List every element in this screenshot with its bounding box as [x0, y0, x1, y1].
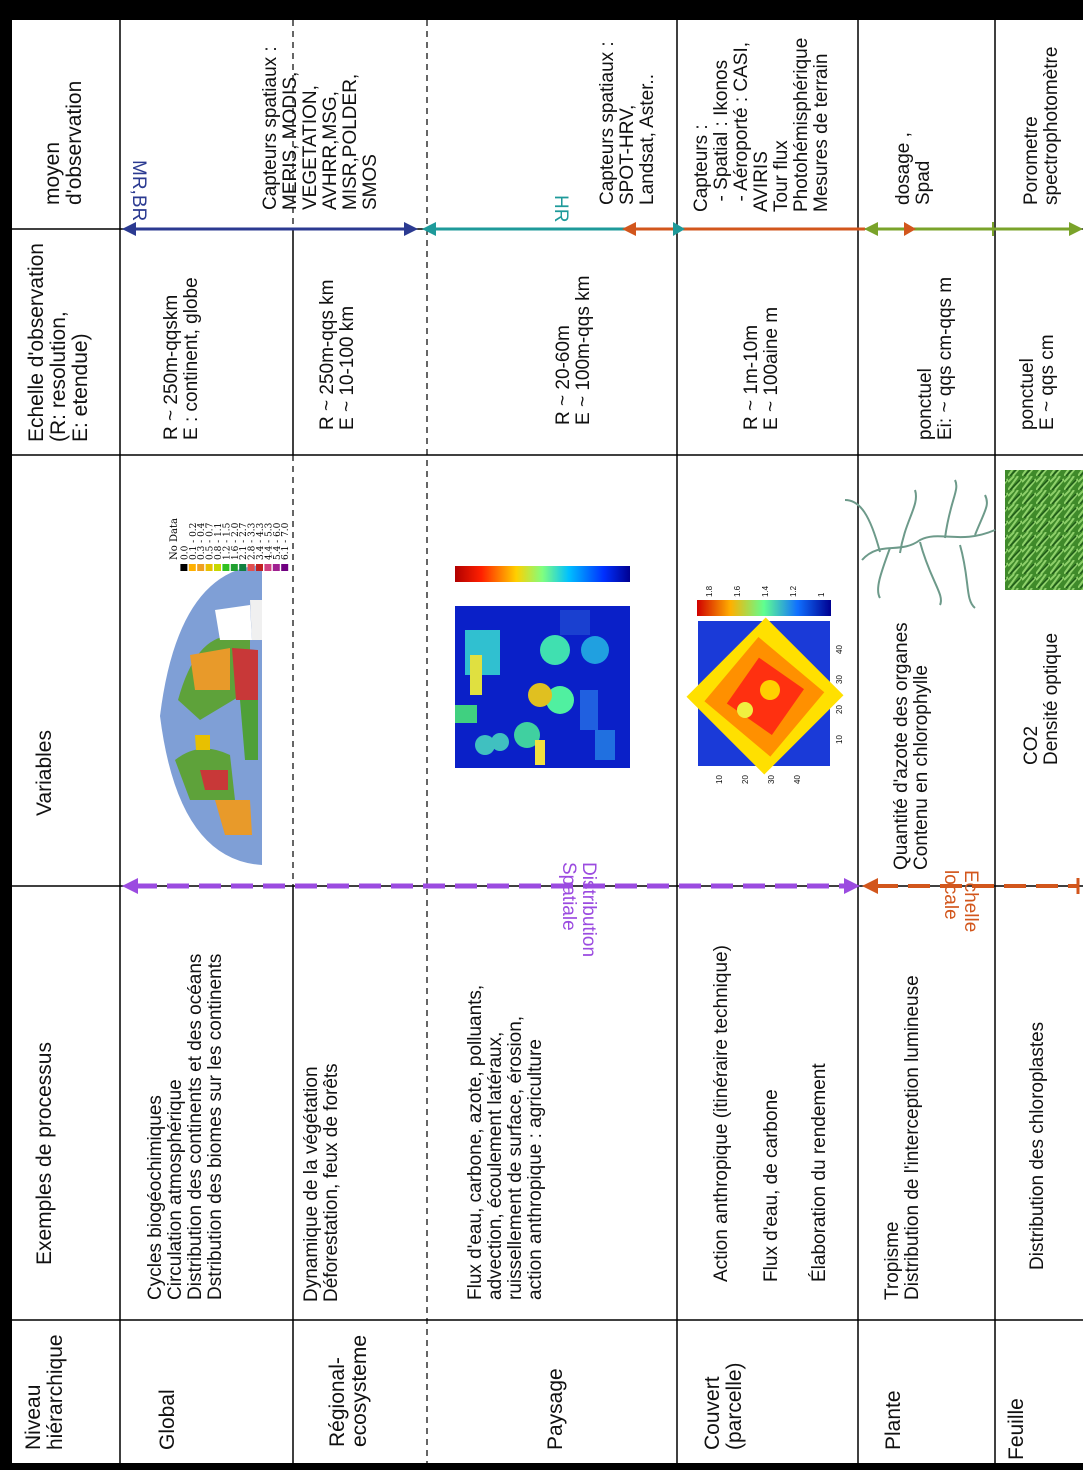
plante-niveau: Plante [882, 1390, 905, 1450]
global-regional-moyen: Capteurs spatiaux : MERIS, MODIS, VEGETATION, AVHRR,MSG, MISR,POLDER, SMOS [260, 46, 381, 210]
map-legend-swatch [206, 564, 213, 571]
echelle-locale-label: Echelle locale [940, 870, 981, 933]
feuille-moyen: Porometre spectrophotomètre [1021, 46, 1062, 205]
header-processus: Exemples de processus [33, 1042, 56, 1265]
couvert-processus-2: Flux d'eau, de carbone [761, 1089, 782, 1282]
feuille-niveau: Feuille [1005, 1398, 1028, 1460]
y-tick: 10 [715, 775, 724, 784]
colorbar-tick: 1.2 [789, 585, 798, 597]
couvert-processus-3: Élaboration du rendement [809, 1063, 830, 1282]
y-tick: 40 [793, 775, 802, 784]
frame-top [0, 0, 1083, 20]
header-echelle: Echelle d'observation (R: resolution, E: etendue) [25, 243, 93, 442]
feuille-processus: Distribution des chloroplastes [1027, 1021, 1048, 1270]
paysage-moyen: Capteurs spatiaux : SPOT-HRV, Landsat, Aster.. [597, 41, 658, 205]
plante-variables: Quantité d'azote des organes Contenu en chlorophylle [891, 622, 932, 870]
map-legend-swatch [189, 564, 196, 571]
plante-processus: Tropisme Distribution de l'interception lumineuse [882, 975, 923, 1300]
map-legend-label: 0.5 - 0.7 [205, 522, 216, 560]
y-tick: 20 [741, 775, 750, 784]
canopy-heatmap [687, 600, 844, 774]
colorbar-tick: 1 [817, 592, 826, 597]
map-legend-swatch [281, 564, 288, 571]
paysage-niveau: Paysage [544, 1368, 567, 1450]
couvert-echelle: R ~ 1m-10m E ~ 100aine m [741, 306, 782, 430]
plante-moyen: dosage , Spad [893, 132, 934, 205]
plante-echelle: ponctuel Ei: ~ qqs cm-qqs m [915, 276, 956, 440]
map-legend-label: 2.1 - 2.7 [239, 522, 250, 560]
y-tick: 30 [767, 775, 776, 784]
map-legend-swatch [256, 564, 263, 571]
regional-processus: Dynamique de la végétation Déforestation, feux de forêts [301, 1063, 342, 1302]
x-tick: 30 [835, 675, 844, 684]
distribution-arrow [122, 878, 860, 894]
green-arrow [864, 222, 1083, 236]
map-legend-label: 0.1 - 0.2 [188, 522, 199, 560]
hr-arrow [422, 222, 625, 236]
map-legend-label: 5.4 - 6.0 [272, 522, 283, 560]
map-legend [169, 518, 291, 571]
header-niveau: Niveau hiérarchique [22, 1334, 68, 1450]
global-processus: Cycles biogéochimiques Circulation atmosphérique Distribution des continents et des océans Dstribution des biomes sur les continents [145, 953, 226, 1300]
map-legend-swatch [273, 564, 280, 571]
map-legend-swatch [222, 564, 229, 571]
global-niveau: Global [156, 1389, 179, 1450]
paysage-processus: Flux d'eau, carbone, azote, polluants, advection, écoulement latéraux, ruissellement de surface, érosion, action anthropique : agriculture [465, 984, 546, 1300]
mr-br-label: MR,BR [128, 160, 149, 222]
map-legend-swatch [239, 564, 246, 571]
map-legend-label: 0.8 - 1.1 [214, 522, 224, 560]
couvert-processus-1: Action anthropique (itinéraire technique) [711, 945, 732, 1282]
paysage-echelle: R ~ 20-60m E ~ 100m-qqs km [553, 275, 594, 425]
x-tick: 20 [835, 705, 844, 714]
global-echelle: R ~ 250m-qqskm E : continent, globe [161, 277, 202, 440]
map-legend-label: 0.3 - 0.4 [197, 522, 208, 560]
frame-bottom [0, 1463, 1083, 1470]
map-legend-swatch [180, 564, 187, 571]
map-legend-label: 1.6 - 2.0 [230, 522, 241, 560]
feuille-variables: CO2 Densité optique [1021, 632, 1062, 765]
x-tick: 40 [835, 645, 844, 654]
couvert-niveau: Couvert (parcelle) [701, 1362, 747, 1450]
map-legend-label: 3.4 - 4.3 [256, 522, 266, 560]
x-tick: 10 [835, 735, 844, 744]
header-moyen: moyen d'observation [41, 80, 87, 205]
orange-arrow [622, 222, 865, 236]
map-legend-swatch [231, 564, 238, 571]
leaf-photo [1005, 470, 1083, 590]
map-legend-label: 6.1 - 7.0 [281, 522, 292, 560]
mr-br-arrow [122, 222, 418, 236]
map-legend-label: 0.0 [180, 545, 191, 560]
header-variables: Variables [33, 730, 56, 816]
map-legend-label: 1.2 - 1.5 [222, 522, 233, 560]
couvert-moyen: Capteurs : - Spatial : Ikonos - Aéroporté : CASI, AVIRIS Tour flux Photohémisphérique Mesures de terrain [691, 37, 832, 212]
colorbar-tick: 1.4 [761, 585, 770, 597]
map-legend-label: 4.4 - 5.3 [264, 522, 275, 560]
map-legend-label: 2.8 - 3.3 [247, 522, 258, 560]
landscape-image [455, 566, 630, 768]
map-legend-swatch [214, 564, 221, 571]
map-legend-swatch [264, 564, 271, 571]
colorbar-tick: 1.8 [705, 585, 714, 597]
map-legend-swatch [248, 564, 255, 571]
feuille-echelle: ponctuel E ~ qqs cm [1017, 334, 1058, 430]
map-legend-title: No Data [169, 518, 180, 560]
regional-niveau: Régional- ecosysteme [326, 1334, 372, 1447]
map-legend-swatch [197, 564, 204, 571]
hr-label: HR [550, 195, 571, 223]
colorbar-tick: 1.6 [733, 585, 742, 597]
world-map [160, 565, 262, 865]
distribution-label: Distribution Spatiale [558, 862, 599, 958]
regional-echelle: R ~ 250m-qqs km E ~ 10-100 km [317, 279, 358, 430]
plant-drawing [845, 480, 995, 608]
frame-left [0, 0, 12, 1470]
